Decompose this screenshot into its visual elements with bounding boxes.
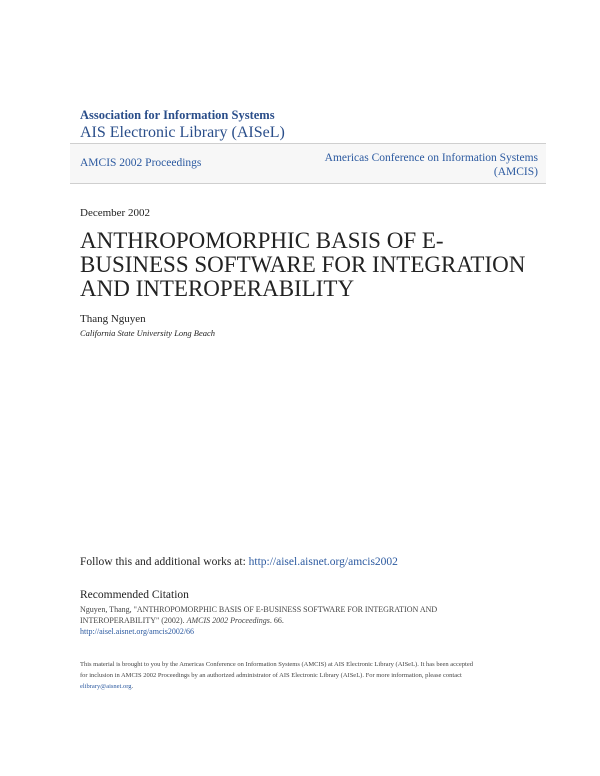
author-affiliation: California State University Long Beach	[80, 328, 216, 338]
title-line-3: AND INTEROPERABILITY	[80, 276, 355, 301]
follow-line	[80, 556, 398, 568]
follow-link[interactable]: http://aisel.aisnet.org/amcis2002	[248, 556, 398, 568]
library-name[interactable]: AIS Electronic Library (AISeL)	[80, 124, 285, 141]
notice-line-1: This material is brought to you by the Americas Conference on Information Systems (AMCIS) at AIS Electronic Library (AISeL). It has been accepted	[80, 661, 473, 668]
org-name[interactable]: Association for Information Systems	[80, 108, 275, 122]
follow-text: Follow this and additional works at:	[80, 556, 249, 568]
citation-text	[80, 604, 500, 637]
citation-line-1: Nguyen, Thang, "ANTHROPOMORPHIC BASIS OF E-BUSINESS SOFTWARE FOR INTEGRATION AND	[80, 605, 438, 614]
recommended-citation-heading: Recommended Citation	[80, 589, 189, 601]
title-line-1: ANTHROPOMORPHIC BASIS OF E-	[80, 228, 444, 253]
conference-link-line1[interactable]: Americas Conference on Information Systems	[324, 152, 538, 164]
citation-proceedings: AMCIS 2002 Proceedings	[186, 616, 270, 625]
title-line-2: BUSINESS SOFTWARE FOR INTEGRATION	[80, 252, 526, 277]
conference-link-line2[interactable]: (AMCIS)	[493, 166, 538, 178]
citation-suffix: . 66.	[269, 616, 284, 625]
publication-date: December 2002	[80, 207, 150, 219]
proceedings-link[interactable]: AMCIS 2002 Proceedings	[80, 157, 202, 169]
conference-link[interactable]	[325, 151, 538, 179]
organization-header	[80, 108, 285, 142]
notice-line-2: for inclusion in AMCIS 2002 Proceedings by an authorized administrator of AIS Electronic Library (AISeL). For more information, please contact	[80, 672, 462, 679]
author-name: Thang Nguyen	[80, 313, 146, 325]
citation-link[interactable]: http://aisel.aisnet.org/amcis2002/66	[80, 627, 195, 636]
citation-prefix: INTEROPERABILITY" (2002).	[80, 616, 187, 625]
contact-email-link[interactable]: elibrary@aisnet.org	[80, 683, 132, 690]
availability-notice	[80, 659, 530, 692]
citation-line-2	[80, 615, 500, 626]
notice-line-3	[80, 681, 530, 692]
notice-end: .	[131, 683, 134, 690]
paper-title	[80, 229, 540, 301]
collection-bar	[70, 143, 546, 184]
